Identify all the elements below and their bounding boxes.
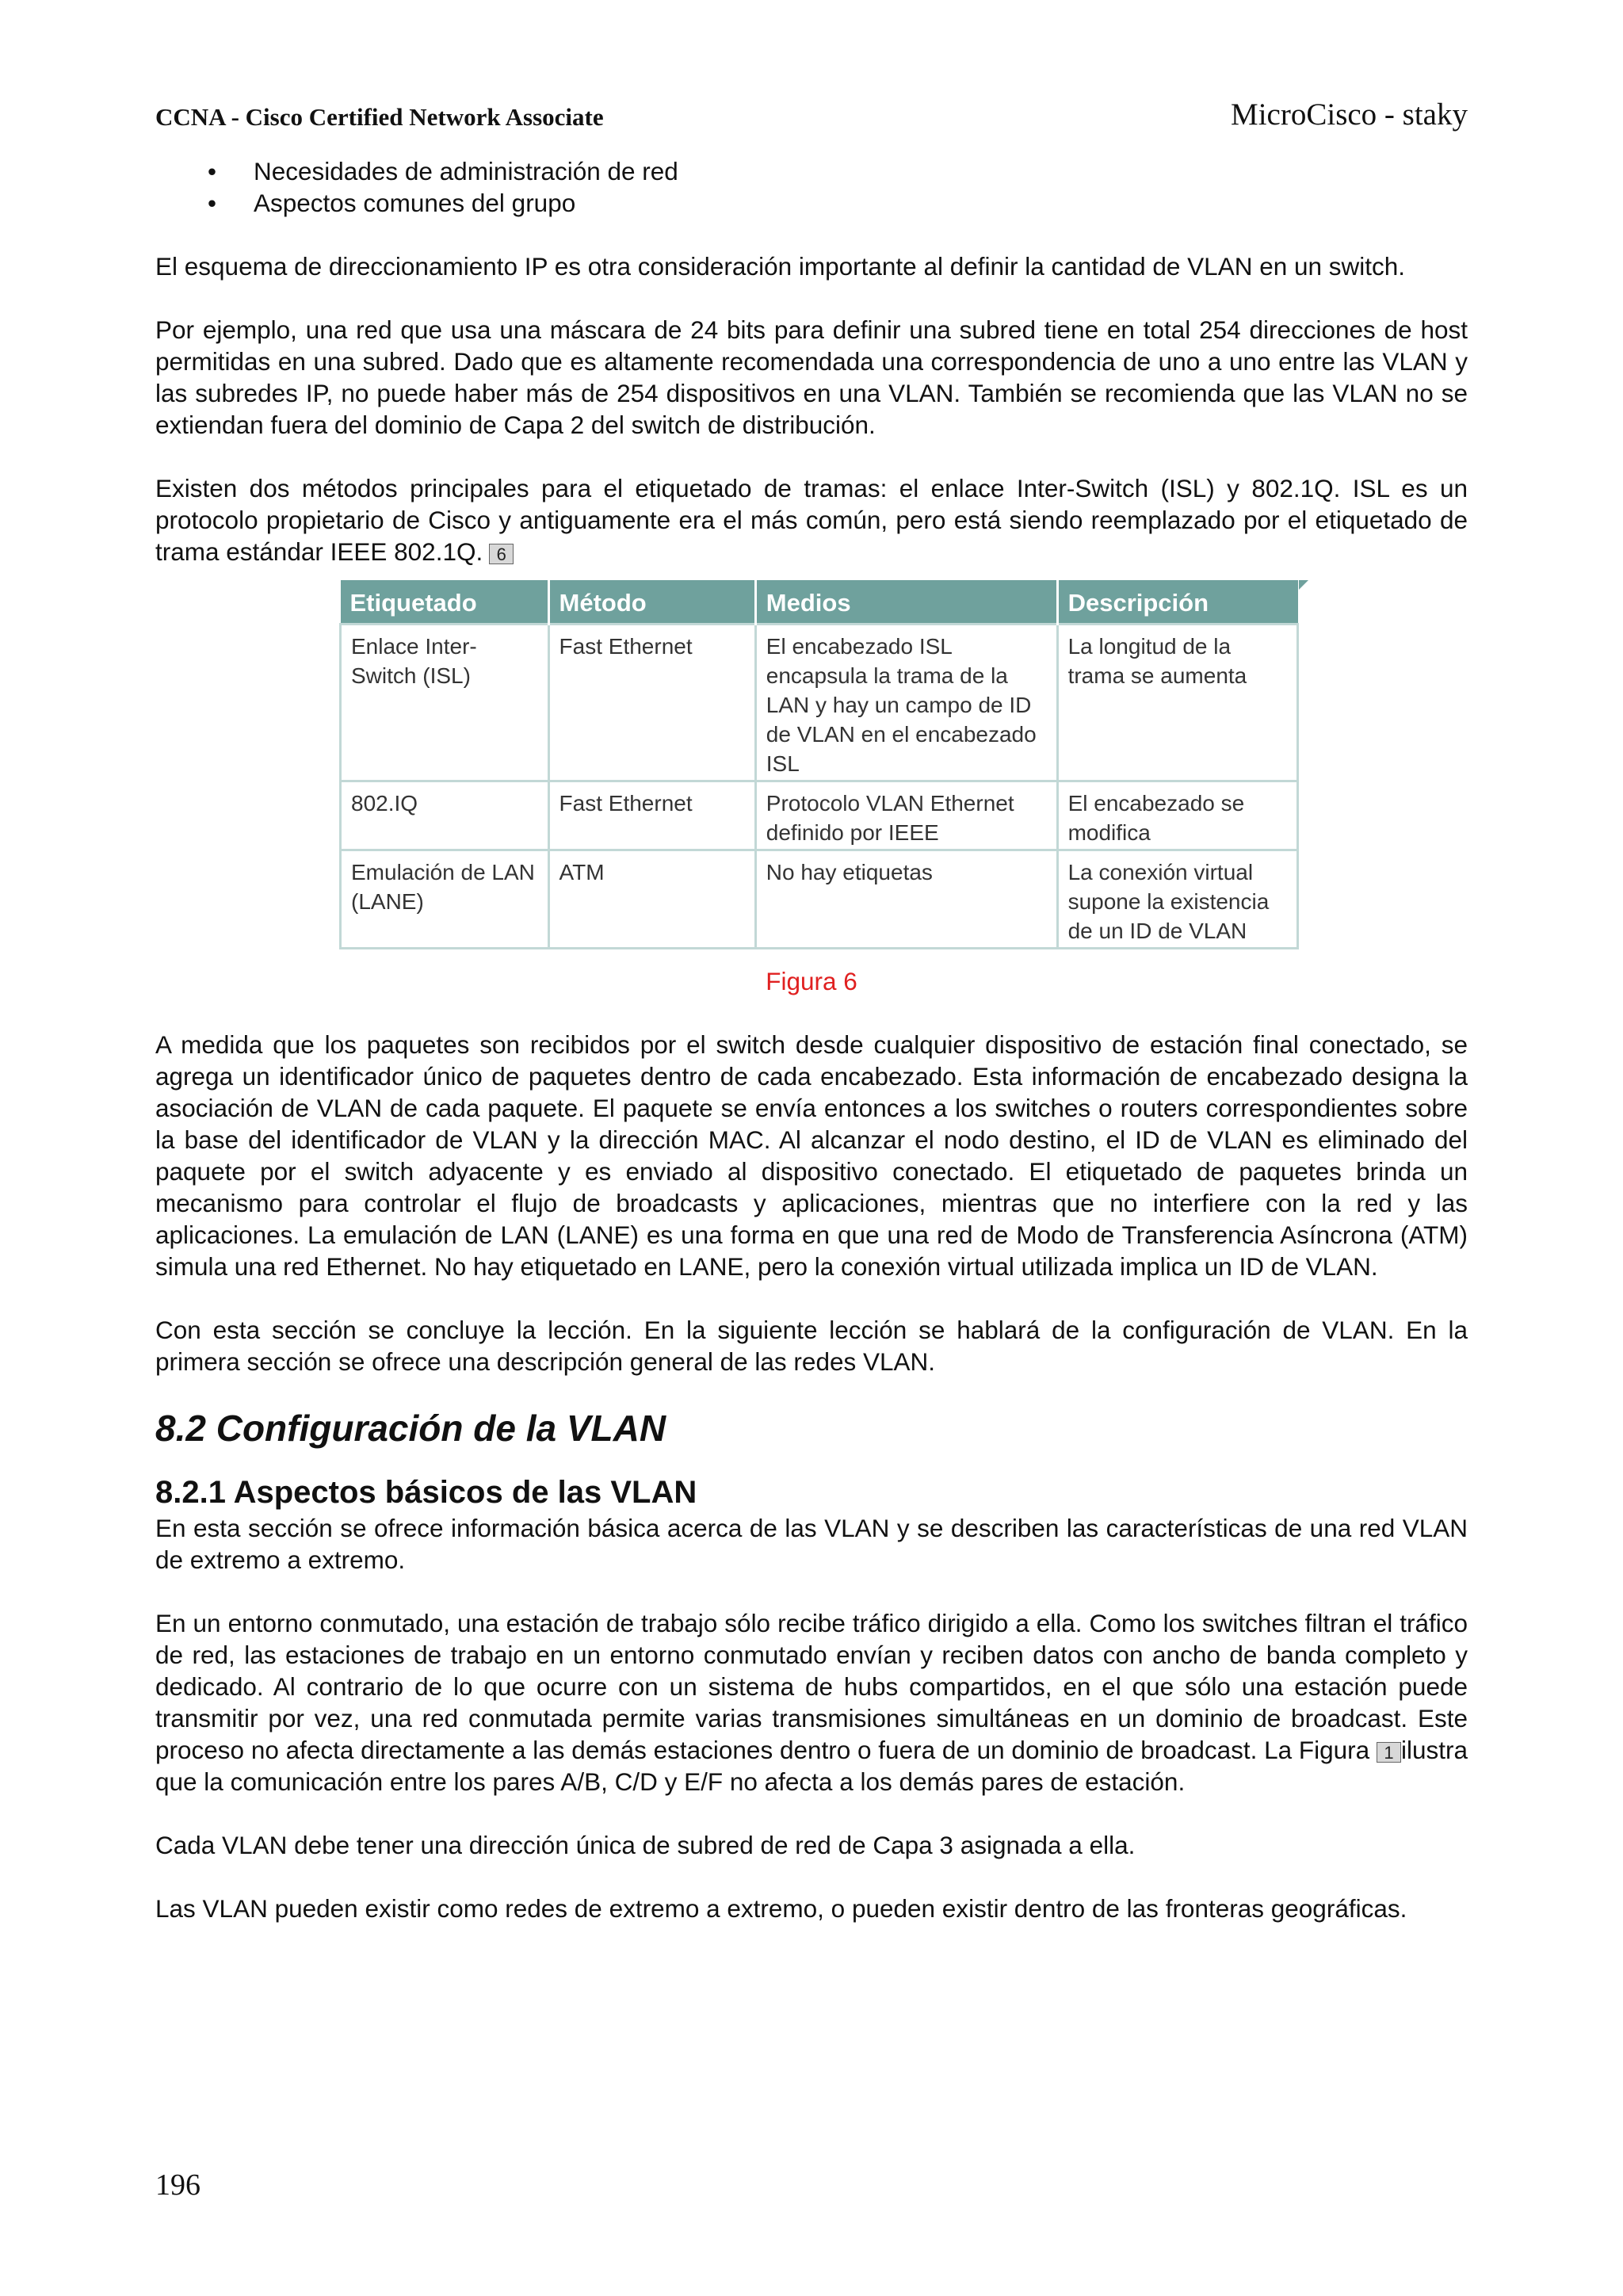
header-author: MicroCisco - staky	[1231, 97, 1468, 132]
paragraph-mask-example: Por ejemplo, una red que usa una máscara de 24 bits para definir una subred tiene en total 254 direcciones de host permitidas en una subred. Dado que es altamente recomendada una correspondencia de uno a uno entre las VLAN y las subredes IP, no puede haber más de 254 dispositivos en una VLAN. También se recomienda que las VLAN no se extiendan fuera del dominio de Capa 2 del switch de distribución.	[155, 315, 1468, 439]
table-cell: No hay etiquetas	[755, 850, 1057, 949]
bullet-list	[155, 155, 1468, 219]
table-cell: 802.IQ	[341, 781, 549, 850]
table-cell: La longitud de la trama se aumenta	[1057, 625, 1297, 781]
table-cell: Fast Ethernet	[548, 625, 755, 781]
bullet-dot-icon: •	[208, 189, 217, 217]
bullet-item: • Necesidades de administración de red	[208, 157, 678, 185]
table-row	[341, 781, 1298, 850]
figure-caption: Figura 6	[766, 967, 857, 995]
paragraph-subsection-intro: En esta sección se ofrece información básica acerca de las VLAN y se describen las características de una red VLAN de extremo a extremo.	[155, 1514, 1468, 1574]
page-number: 196	[155, 2168, 200, 2202]
table-cell: El encabezado ISL encapsula la trama de la LAN y hay un campo de ID de VLAN en el encabezado ISL	[755, 625, 1057, 781]
table-row	[341, 850, 1298, 949]
tagging-table	[339, 580, 1299, 949]
paragraph-unique-subnet: Cada VLAN debe tener una dirección única de subred de red de Capa 3 asignada a ella.	[155, 1831, 1136, 1859]
column-header-etiquetado: Etiquetado	[341, 580, 549, 625]
bullet-item: • Aspectos comunes del grupo	[208, 189, 576, 217]
table-cell: Fast Ethernet	[548, 781, 755, 850]
bullet-dot-icon: •	[208, 157, 217, 185]
tagging-table-figure	[339, 580, 1299, 949]
table-cell: ATM	[548, 850, 755, 949]
column-header-descripcion: Descripción	[1057, 580, 1297, 625]
column-header-metodo: Método	[548, 580, 755, 625]
column-header-medios: Medios	[755, 580, 1057, 625]
figure-6-link-button[interactable]: 6	[489, 544, 514, 564]
paragraph-lesson-conclusion: Con esta sección se concluye la lección. En la siguiente lección se hablará de la configuración de VLAN. En la primera sección se ofrece una descripción general de las redes VLAN.	[155, 1316, 1468, 1376]
paragraph-packet-tagging: A medida que los paquetes son recibidos por el switch desde cualquier dispositivo de estación final conectado, se agrega un identificador único de paquetes dentro de cada encabezado. Esta información de encabezado designa la asociación de VLAN de cada paquete. El paquete se envía entonces a los switches o routers correspondientes sobre la base del identificador de VLAN y la dirección MAC. Al alcanzar el nodo destino, el ID de VLAN es eliminado del paquete por el switch adyacente y es enviado al dispositivo conectado. El etiquetado de paquetes brinda un mecanismo para controlar el flujo de broadcasts y aplicaciones, mientras que no interfiere con la red y las aplicaciones. La emulación de LAN (LANE) es una forma en que una red de Modo de Transferencia Asíncrona (ATM) simula una red Ethernet. No hay etiquetado en LANE, pero la conexión virtual utilizada implica un ID de VLAN.	[155, 1030, 1468, 1281]
paragraph-switched-environment: En un entorno conmutado, una estación de trabajo sólo recibe tráfico dirigido a ella. Como los switches filtran el tráfico de red, las estaciones de trabajo en un entorno conmutado envían y reciben datos con ancho de banda completo y dedicado. Al contrario de lo que ocurre con un sistema de hubs compartidos, en el que sólo una estación puede transmitir por vez, una red conmutada permite varias transmisiones simultáneas en un dominio de broadcast. Este proceso no afecta directamente a las demás estaciones dentro o fuera de un dominio de broadcast. La Figura 1 ilustra que la comunicación entre los pares A/B, C/D y E/F no afecta a los demás pares de estación.	[155, 1609, 1468, 1796]
table-cell: Emulación de LAN (LANE)	[341, 850, 549, 949]
paragraph-geographic: Las VLAN pueden existir como redes de extremo a extremo, o pueden existir dentro de las fronteras geográficas.	[155, 1894, 1407, 1923]
paragraph-ip-scheme: El esquema de direccionamiento IP es otra consideración importante al definir la cantidad de VLAN en un switch.	[155, 252, 1406, 281]
figure-1-link-button[interactable]: 1	[1377, 1742, 1401, 1763]
table-cell: Enlace Inter-Switch (ISL)	[341, 625, 549, 781]
table-cell: Protocolo VLAN Ethernet definido por IEEE	[755, 781, 1057, 850]
paragraph-tagging-methods: Existen dos métodos principales para el etiquetado de tramas: el enlace Inter-Switch (ISL) y 802.1Q. ISL es un protocolo propietario de Cisco y antiguamente era el más común, pero está siendo reemplazado por el etiquetado de trama estándar IEEE 802.1Q. 6	[155, 474, 1468, 566]
subsection-title: 8.2.1 Aspectos básicos de las VLAN	[155, 1475, 697, 1510]
header-course-title: CCNA - Cisco Certified Network Associate	[155, 103, 604, 131]
section-title: 8.2 Configuración de la VLAN	[155, 1408, 666, 1449]
table-header-row	[341, 580, 1298, 625]
table-cell: La conexión virtual supone la existencia de un ID de VLAN	[1057, 850, 1297, 949]
table-corner-decoration	[1299, 580, 1308, 590]
table-row	[341, 625, 1298, 781]
page-content	[155, 155, 1468, 1924]
table-cell: El encabezado se modifica	[1057, 781, 1297, 850]
